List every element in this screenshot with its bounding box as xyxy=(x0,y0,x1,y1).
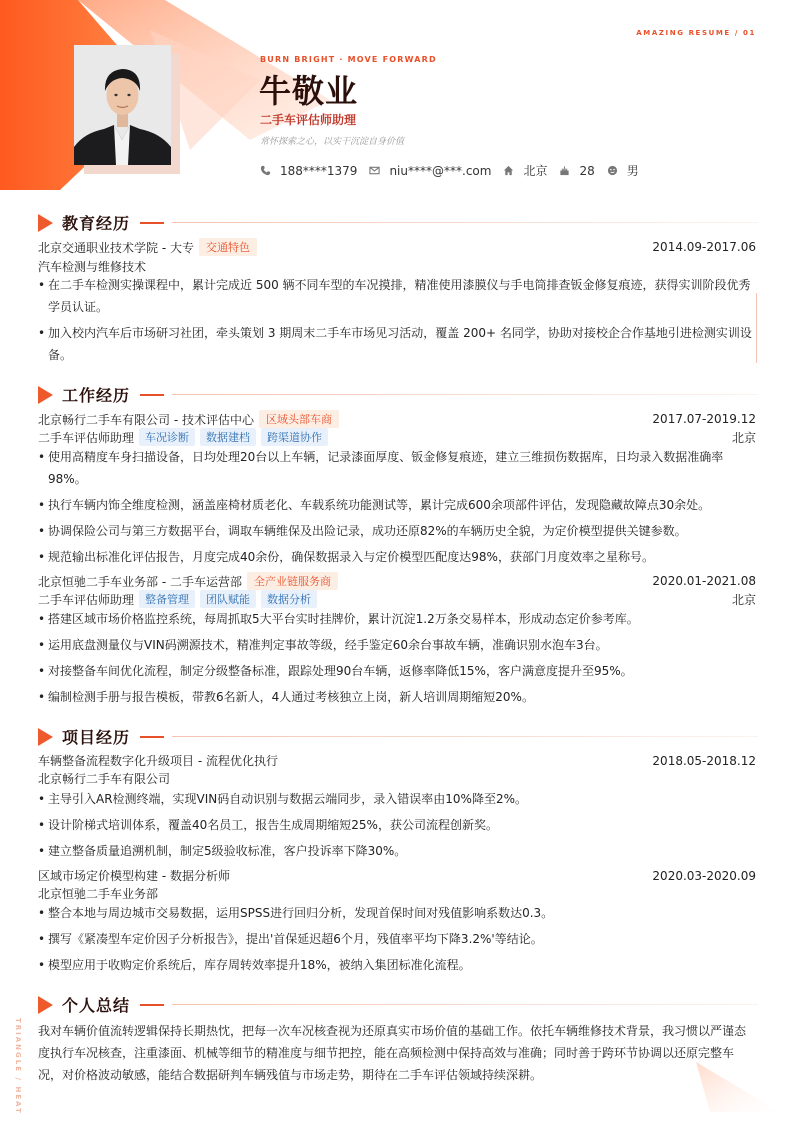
corner-tag: AMAZING RESUME / 01 xyxy=(636,29,756,37)
project-org: 北京恒驰二手车业务部 xyxy=(38,887,159,901)
project-header xyxy=(38,867,756,884)
candidate-name: 牛敬业 xyxy=(259,72,359,110)
work-company: 北京畅行二手车有限公司 - 技术评估中心 xyxy=(38,412,254,427)
target-role: 二手车评估师助理 xyxy=(260,113,357,127)
work-bullet: • 协调保险公司与第三方数据平台，调取车辆维保及出险记录，成功还原82%的车辆历史全貌，为定价模型提供关键参数。 xyxy=(38,520,756,542)
section-title-education: 教育经历 xyxy=(62,214,131,233)
work-tag: 区域头部车商 xyxy=(259,410,339,428)
education-header xyxy=(38,238,756,256)
section-triangle-icon xyxy=(38,728,53,746)
section-rule xyxy=(172,1004,758,1005)
work-title-row xyxy=(38,428,756,446)
skill-tag: 跨渠道协作 xyxy=(261,428,328,446)
education-bullet: • 加入校内汽车后市场研习社团，牵头策划 3 期周末二手车市场见习活动，覆盖 200+ 名同学，协助对接校企合作基地引进检测实训设备。 xyxy=(38,322,756,366)
cake-icon xyxy=(559,165,570,176)
work-bullet: • 搭建区域市场价格监控系统，每周抓取5大平台实时挂牌价，累计沉淀1.2万条交易样本，形成动态定价参考库。 xyxy=(38,608,756,630)
project-bullet: • 撰写《紧凑型车定价因子分析报告》，提出'首保延迟超6个月，残值率平均下降3.2%'等结论。 xyxy=(38,928,756,950)
contact-age xyxy=(559,164,594,178)
project-bullet: • 整合本地与周边城市交易数据，运用SPSS进行回归分析，发现首保时间对残值影响系数达0.3。 xyxy=(38,902,756,924)
section-dash xyxy=(140,222,164,224)
work-company: 北京恒驰二手车业务部 - 二手车运营部 xyxy=(38,574,242,589)
work-bullet: • 对接整备车间优化流程，制定分级整备标准，跟踪处理90台车辆，返修率降低15%，客户满意度提升至95%。 xyxy=(38,660,756,682)
section-triangle-icon xyxy=(38,214,53,232)
portrait-image xyxy=(74,45,171,165)
mail-icon xyxy=(369,165,380,176)
summary-text: 我对车辆价值流转逻辑保持长期热忱，把每一次车况核查视为还原真实市场价值的基础工作。依托车辆维修技术背景，我习惯以严谨态度执行车况核查，注重漆面、机械等细节的精准度与细节把控，能在高频检测中保持高效与准确；同时善于跨环节协调以还原完整车况，对价格波动敏感，能结合数据研判车辆残值与市场走势，期待在二手车评估领域持续深耕。 xyxy=(38,1024,747,1082)
decorative-rule xyxy=(756,293,757,363)
work-tag: 全产业链服务商 xyxy=(247,572,338,590)
section-title-projects: 项目经历 xyxy=(62,728,131,747)
project-bullet: • 建立整备质量追溯机制，制定5级验收标准，客户投诉率下降30%。 xyxy=(38,840,756,862)
avatar xyxy=(74,45,171,165)
project-org: 北京畅行二手车有限公司 xyxy=(38,772,171,786)
education-date: 2014.09-2017.06 xyxy=(652,240,756,254)
work-bullet: • 执行车辆内饰全维度检测，涵盖座椅材质老化、车载系统功能测试等，累计完成600余项部件评估，发现隐藏故障点30余处。 xyxy=(38,494,756,516)
gender-icon xyxy=(607,165,618,176)
project-bullet: • 主导引入AR检测终端，实现VIN码自动识别与数据云端同步，录入错误率由10%降至2%。 xyxy=(38,788,756,810)
phone-icon xyxy=(260,165,271,176)
side-watermark: TRIANGLE / HEAT xyxy=(14,1018,22,1115)
work-location: 北京 xyxy=(731,592,756,607)
project-date: 2020.03-2020.09 xyxy=(652,868,756,883)
contact-phone[interactable] xyxy=(260,164,357,178)
contact-email-value: niu****@***.com xyxy=(389,163,492,178)
section-rule xyxy=(172,736,758,737)
section-dash xyxy=(140,736,164,738)
work-bullet: • 规范输出标准化评估报告，月度完成40余份，确保数据录入与定价模型匹配度达98%，获部门月度效率之星称号。 xyxy=(38,546,756,568)
section-triangle-icon xyxy=(38,386,53,404)
education-tag: 交通特色 xyxy=(199,238,257,256)
work-bullet: • 使用高精度车身扫描设备，日均处理20台以上车辆，记录漆面厚度、钣金修复痕迹，建立三维损伤数据库，日均录入数据准确率98%。 xyxy=(38,446,756,490)
section-rule xyxy=(172,222,758,223)
contact-email[interactable] xyxy=(369,164,491,178)
section-rule xyxy=(172,394,758,395)
skill-tag: 车况诊断 xyxy=(139,428,195,446)
project-header xyxy=(38,752,756,769)
work-bullet: • 编制检测手册与报告模板，带教6名新人，4人通过考核独立上岗，新人培训周期缩短20%。 xyxy=(38,686,756,708)
education-school: 北京交通职业技术学院 - 大专 xyxy=(38,240,194,255)
work-date: 2020.01-2021.08 xyxy=(652,574,756,588)
work-date: 2017.07-2019.12 xyxy=(652,412,756,426)
contact-gender xyxy=(607,162,639,179)
section-summary xyxy=(38,993,758,1016)
section-title-work: 工作经历 xyxy=(62,386,131,405)
project-bullet: • 设计阶梯式培训体系，覆盖40名员工，报告生成周期缩短25%，获公司流程创新奖。 xyxy=(38,814,756,836)
work-location: 北京 xyxy=(731,430,756,445)
work-title-row xyxy=(38,590,756,608)
project-date: 2018.05-2018.12 xyxy=(652,753,756,768)
tagline: BURN BRIGHT · MOVE FORWARD xyxy=(260,55,437,64)
project-name: 区域市场定价模型构建 - 数据分析师 xyxy=(38,869,230,883)
section-triangle-icon xyxy=(38,996,53,1014)
skill-tag: 数据分析 xyxy=(261,590,317,608)
section-title-summary: 个人总结 xyxy=(62,996,131,1015)
section-work xyxy=(38,383,758,406)
skill-tag: 数据建档 xyxy=(200,428,256,446)
work-title: 二手车评估师助理 xyxy=(38,592,135,607)
footer-triangle xyxy=(690,1060,794,1123)
contact-city-value: 北京 xyxy=(523,164,548,178)
education-major: 汽车检测与维修技术 xyxy=(38,260,147,274)
home-icon xyxy=(503,165,514,176)
motto: 常怀探索之心，以实干沉淀自身价值 xyxy=(260,137,405,147)
contact-list xyxy=(260,162,651,179)
project-name: 车辆整备流程数字化升级项目 - 流程优化执行 xyxy=(38,754,278,768)
section-education xyxy=(38,211,758,234)
section-projects xyxy=(38,725,758,748)
contact-city xyxy=(503,162,547,179)
skill-tag: 整备管理 xyxy=(139,590,195,608)
skill-tag: 团队赋能 xyxy=(200,590,256,608)
work-header xyxy=(38,572,756,590)
section-dash xyxy=(140,394,164,396)
section-dash xyxy=(140,1004,164,1006)
contact-age-value: 28 xyxy=(579,163,595,178)
education-bullet: • 在二手车检测实操课程中，累计完成近 500 辆不同车型的车况摸排，精准使用漆膜仪与手电筒排查钣金修复痕迹，获得实训阶段优秀学员认证。 xyxy=(38,274,756,318)
work-bullet: • 运用底盘测量仪与VIN码溯源技术，精准判定事故等级，经手鉴定60余台事故车辆，准确识别水泡车3台。 xyxy=(38,634,756,656)
work-header xyxy=(38,410,756,428)
work-title: 二手车评估师助理 xyxy=(38,430,135,445)
contact-phone-value: 188****1379 xyxy=(280,163,358,178)
contact-gender-value: 男 xyxy=(626,164,639,178)
project-bullet: • 模型应用于收购定价系统后，库存周转效率提升18%，被纳入集团标准化流程。 xyxy=(38,954,756,976)
